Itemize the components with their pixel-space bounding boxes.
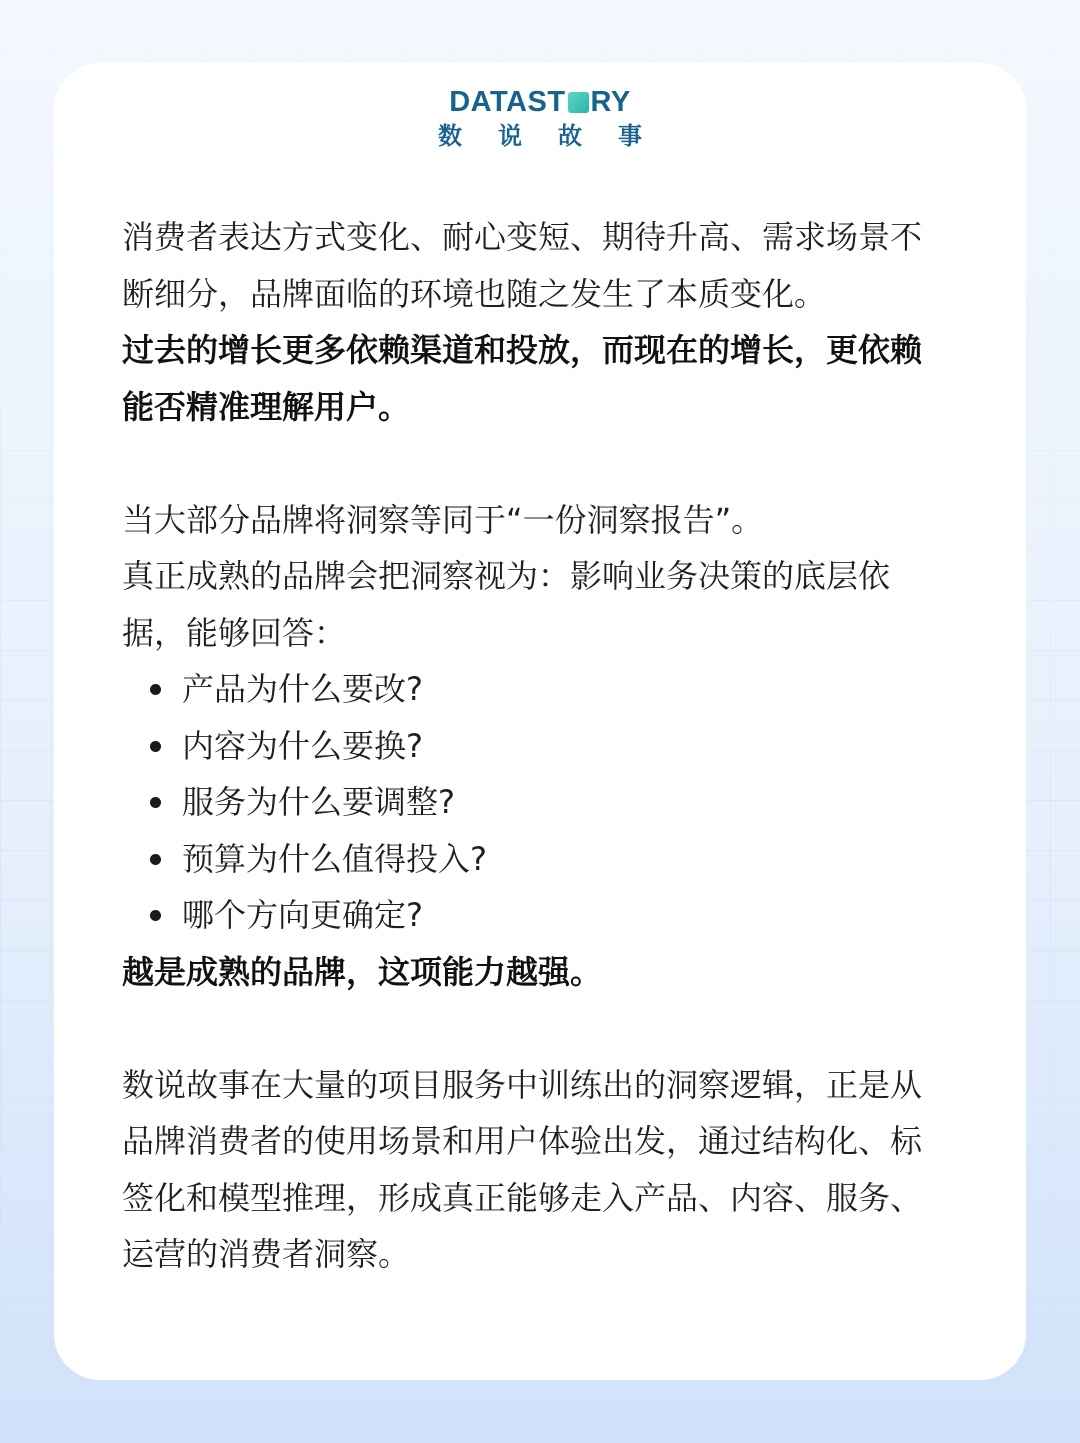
list-item [122,661,952,718]
list-item [122,774,952,831]
bullet-dot-icon [150,797,161,808]
list-item-text: 服务为什么要调整? [182,783,455,821]
list-item-text: 内容为什么要换? [182,726,423,765]
logo-text-part2: RY [590,86,631,118]
paragraph-insight-report: 当大部分品牌将洞察等同于“一份洞察报告”。 [122,500,764,539]
bullet-dot-icon [150,910,161,921]
article-body [122,209,952,1283]
list-item-text: 产品为什么要改? [182,670,423,708]
paragraph-mature-brands: 真正成熟的品牌会把洞察视为：影响业务决策的底层依据，能够回答： [122,557,891,652]
paragraph-spacer [122,1000,952,1057]
logo-text-part1: DATAST [449,86,566,118]
paragraph-intro-emphasis: 过去的增长更多依赖渠道和投放，而现在的增长，更依赖能否精准理解用户。 [122,331,923,426]
question-list [122,661,952,944]
logo-chinese-name: 数说故事 [438,122,678,150]
list-item [122,718,952,775]
content-card [54,63,1026,1380]
bullet-dot-icon [150,741,161,752]
list-item-text: 哪个方向更确定? [182,896,423,934]
paragraph-capability-emphasis: 越是成熟的品牌，这项能力越强。 [122,952,603,991]
paragraph-spacer [122,435,952,492]
bullet-dot-icon [150,854,161,865]
bullet-dot-icon [150,684,161,695]
logo-wordmark [449,87,631,117]
logo-square-icon [568,92,589,113]
list-item [122,887,952,944]
paragraph-datastory: 数说故事在大量的项目服务中训练出的洞察逻辑，正是从品牌消费者的使用场景和用户体验出发，通过结构化、标签化和模型推理，形成真正能够走入产品、内容、服务、运营的消费者洞察。 [122,1065,923,1273]
list-item [122,831,952,888]
paragraph-intro: 消费者表达方式变化、耐心变短、期待升高、需求场景不断细分，品牌面临的环境也随之发生了本质变化。 [122,218,923,313]
brand-logo [54,87,1026,151]
list-item-text: 预算为什么值得投入? [182,839,487,878]
